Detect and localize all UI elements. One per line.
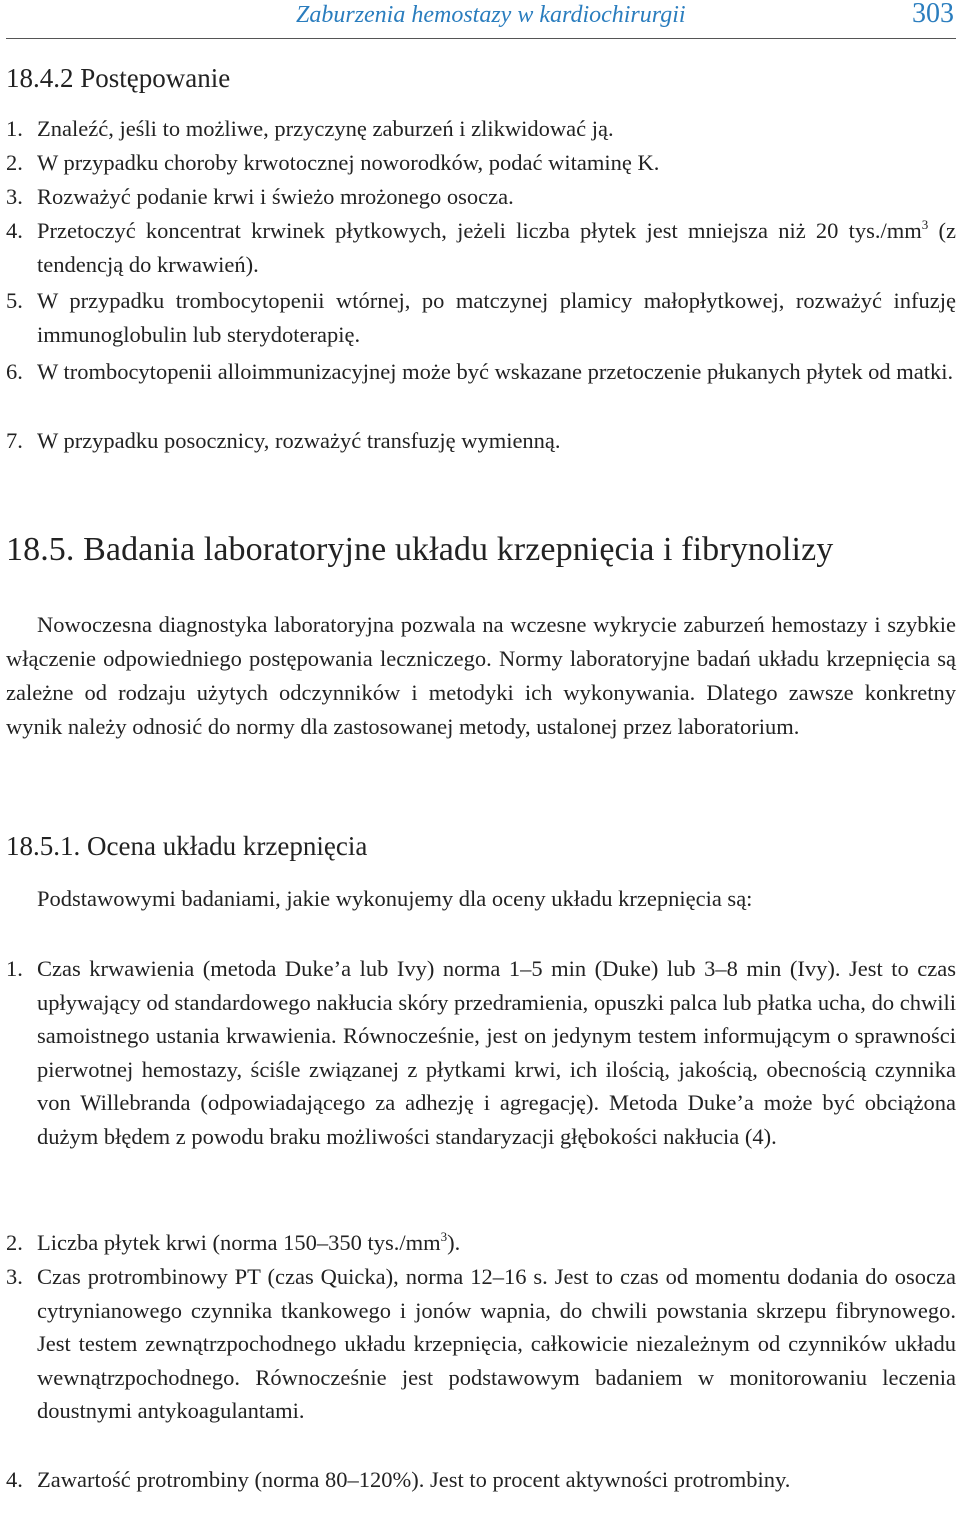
list-item: 4. Zawartość protrombiny (norma 80–120%). Jest to procent aktywności protrombiny. [6,1467,791,1492]
paragraph-18-5-1-intro: Podstawowymi badaniami, jakie wykonujemy dla oceny układu krzepnięcia są: [37,886,753,911]
heading-18-5-1: 18.5.1. Ocena układu krzepnięcia [6,831,368,861]
list-item: 4. Przetoczyć koncentrat krwinek płytkowych, jeżeli liczba płytek jest mniejsza niż 20 $tys./mm^3$ (z tendencją do krwawień). [6,217,956,277]
paragraph-18-5: Nowoczesna diagnostyka laboratoryjna pozwala na wczesne wykrycie zaburzeń hemostazy i szybkie włączenie odpowiedniego postępowania leczniczego. Normy laboratoryjne badań układu krzepnięcia są zależne od rodzaju użytych odczynników i metodyki ich wykonywania. Dlatego zawsze konkretny wynik należy odnosić do normy dla zastosowanej metody, ustalonej przez laboratorium. [6,612,956,739]
list-item: 3. Rozważyć podanie krwi i świeżo mrożonego osocza. [6,184,514,209]
list-item: 5. W przypadku trombocytopenii wtórnej, po matczynej plamicy małopłytkowej, rozważyć infuzję immunoglobulin lub sterydoterapię. [6,288,956,347]
list-item: 6. W trombocytopenii alloimmunizacyjnej może być wskazane przetoczenie płukanych płytek od matki. [6,359,954,384]
running-header [6,0,956,39]
list-item: 3. Czas protrombinowy PT (czas Quicka), norma 12–16 s. Jest to czas od momentu dodania do osocza cytrynianowego czynnika tkankowego i jonów wapnia, do chwili powstania skrzepu fibrynowego. Jest testem zewnątrzpochodnego układu krzepnięcia, całkowicie niezależnym od czynników układu wewnątrzpochodnego. Równocześnie jest podstawowym badaniem w monitorowaniu leczenia doustnymi antykoagulantami. [6,1264,956,1423]
list-item: 2. W przypadku choroby krwotocznej noworodków, podać witaminę K. [6,150,660,175]
running-title: Zaburzenia hemostazy w kardiochirurgii [296,2,686,28]
list-item: 1. Czas krwawienia (metoda Duke’a lub Ivy) norma 1–5 min (Duke) lub 3–8 min (Ivy). Jest to czas upływający od standardowego nakłucia skóry przedramienia, opuszki palca lub płatka ucha, do chwili samoistnego ustania krwawienia. Równocześnie, jest on jedynym testem informującym o sprawności pierwotnej hemostazy, ściśle związanej z płytkami krwi, ich ilością, jakością, obecnością czynnika von Willebranda (odpowiadającego za adhezję i agregację). Metoda Duke’a może być obciążona dużym błędem z powodu braku możliwości standaryzacji głębokości nakłucia (4). [6,956,956,1149]
heading-18-5: 18.5. Badania laboratoryjne układu krzepnięcia i fibrynolizy [6,531,834,568]
list-item: 2. Liczba płytek krwi (norma 150–350 $tys./mm^3$). [6,1229,461,1255]
list-item: 7. W przypadku posocznicy, rozważyć transfuzję wymienną. [6,428,561,453]
page-number: 303 [912,0,954,29]
heading-18-4-2: 18.4.2 Postępowanie [6,63,231,93]
list-item: 1. Znaleźć, jeśli to możliwe, przyczynę zaburzeń i zlikwidować ją. [6,116,614,141]
